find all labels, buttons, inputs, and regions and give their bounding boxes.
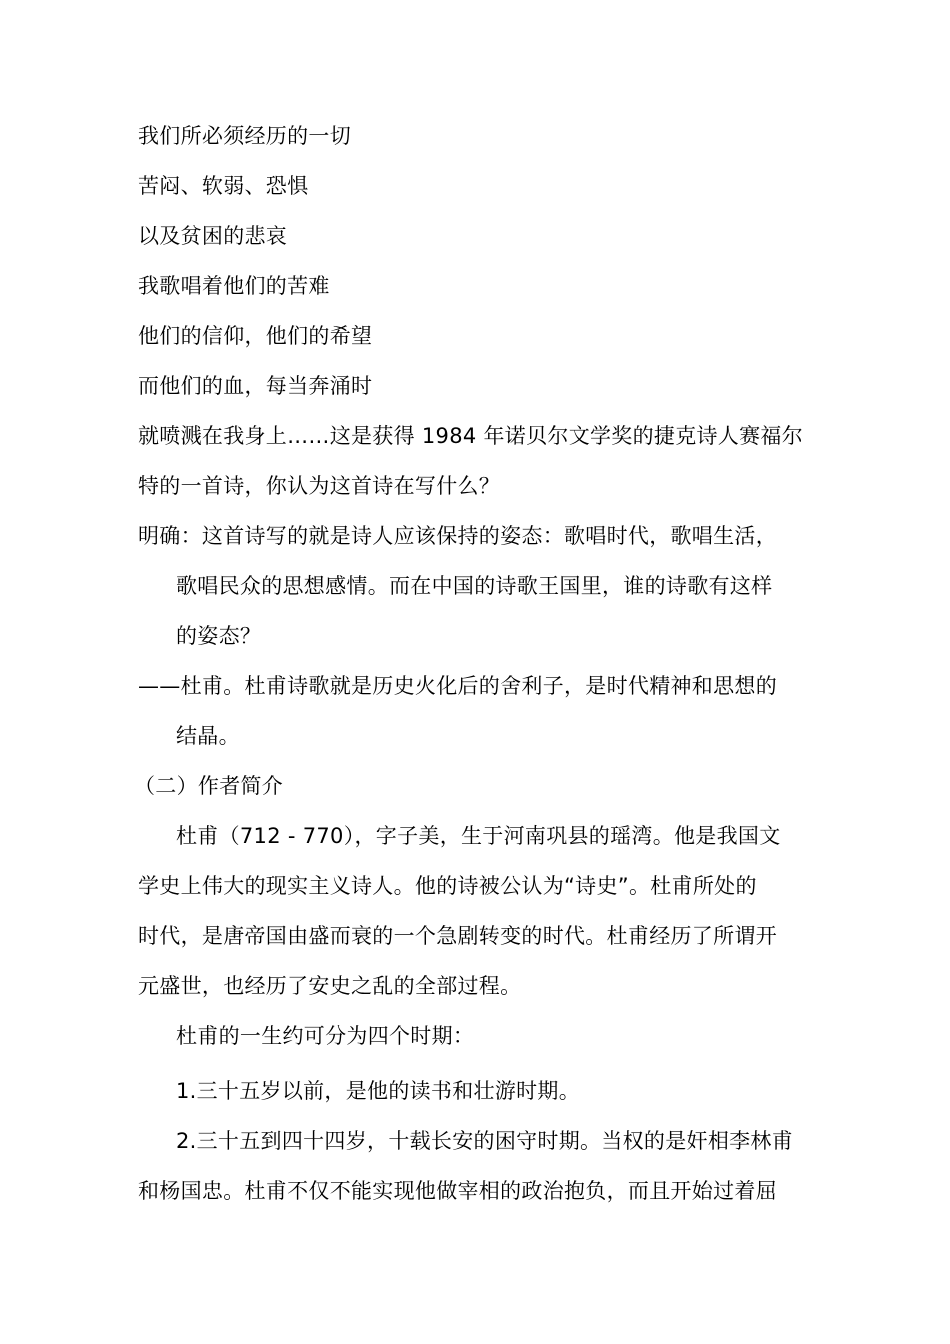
bio-line-1: 杜甫（712 - 770），字子美，生于河南巩县的瑶湾。他是我国文 [176,824,781,848]
period-1: 1.三十五岁以前，是他的读书和壮游时期。 [176,1079,581,1103]
answer-line-1: 明确：这首诗写的就是诗人应该保持的姿态：歌唱时代，歌唱生活， [138,524,777,548]
poem-tail-line-1: 就喷溅在我身上……这是获得 1984 年诺贝尔文学奖的捷克诗人赛福尔 [138,424,803,448]
poem-line-6: 而他们的血，每当奔涌时 [138,374,373,398]
answer-line-3: 的姿态？ [176,624,262,648]
section-heading: （二）作者简介 [134,774,284,798]
dufu-line-1: ——杜甫。杜甫诗歌就是历史火化后的舍利子，是时代精神和思想的 [138,674,777,698]
periods-intro: 杜甫的一生约可分为四个时期： [176,1024,475,1048]
poem-line-5: 他们的信仰，他们的希望 [138,324,373,348]
period-2-line-1: 2.三十五到四十四岁，十载长安的困守时期。当权的是奸相李林甫 [176,1129,794,1153]
bio-line-2: 学史上伟大的现实主义诗人。他的诗被公认为“诗史”。杜甫所处的 [138,874,757,898]
period-2-line-2: 和杨国忠。杜甫不仅不能实现他做宰相的政治抱负，而且开始过着屈 [138,1179,777,1203]
poem-line-1: 我们所必须经历的一切 [138,124,351,148]
answer-line-2: 歌唱民众的思想感情。而在中国的诗歌王国里，谁的诗歌有这样 [176,574,773,598]
poem-tail-line-2: 特的一首诗，你认为这首诗在写什么？ [138,474,501,498]
bio-line-4: 元盛世，也经历了安史之乱的全部过程。 [138,974,522,998]
poem-line-3: 以及贫困的悲哀 [138,224,288,248]
bio-line-3: 时代，是唐帝国由盛而衰的一个急剧转变的时代。杜甫经历了所谓开 [138,924,777,948]
dufu-line-2: 结晶。 [176,724,240,748]
poem-line-2: 苦闷、软弱、恐惧 [138,174,309,198]
poem-line-4: 我歌唱着他们的苦难 [138,274,330,298]
